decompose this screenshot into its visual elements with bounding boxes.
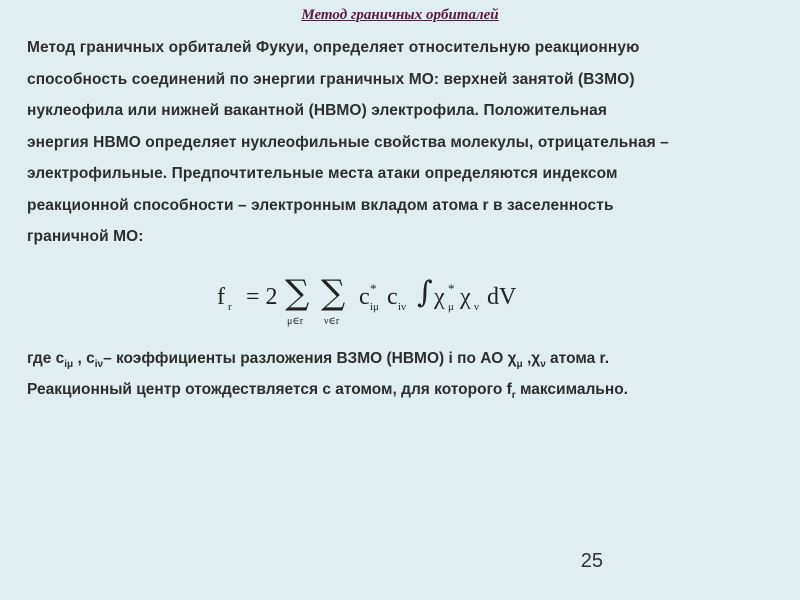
formula-chi1-subscript: μ [448,301,454,313]
page-number: 25 [580,550,603,572]
formula-chi1: χ [434,284,445,310]
text-segment: где c [27,350,65,367]
paragraph-line: способность соединений по энергии граничных МО: верхней занятой (ВЗМО) [27,70,635,88]
subscript: μ [516,359,523,370]
paragraph-line: граничной МО: [27,228,144,245]
text-segment: , c [73,350,95,367]
formula-equals-two: = 2 [246,284,278,310]
sum2-index: ν∈r [324,316,340,327]
paragraph-line: нуклеофила или нижней вакантной (НВМО) электрофила. Положительная [27,102,608,119]
text-segment: – коэффициенты разложения ВЗМО (НВМО) i по АО χ [103,350,517,367]
sum1-index: μ∈r [287,316,304,327]
formula-c1: c [359,284,370,310]
fukui-formula [217,275,547,335]
formula-chi2-subscript: ν [474,301,479,313]
formula-chi1-star: * [448,281,455,296]
integral-symbol: ∫ [417,275,433,310]
text-segment: атома r. [545,350,609,367]
formula-chi2: χ [460,284,471,310]
paragraph-line: электрофильные. Предпочтительные места атаки определяются индексом [27,165,618,182]
paragraph-line: Метод граничных орбиталей Фукуи, определяет относительную реакционную [27,39,640,56]
sum-symbol-2: ∑ [321,273,346,313]
slide-title: Метод граничных орбиталей [301,7,499,23]
paragraph-line: энергия НВМО определяет нуклеофильные свойства молекулы, отрицательная – [27,133,669,151]
subscript: iν [94,359,104,370]
subscript: iμ [64,359,74,370]
text-segment: максимально. [515,381,628,398]
formula-dv: dV [487,284,517,310]
subscript: r [511,390,516,401]
definition-line [27,343,787,374]
formula-c2-subscript: iν [398,301,407,313]
paragraph-line: реакционной способности – электронным вкладом атома r в заселенность [27,196,614,214]
formula-r-subscript: r [228,301,232,313]
formula-c1-star: * [370,281,377,296]
body-paragraph [27,32,777,253]
text-segment: Реакционный центр отождествляется с атомом, для которого f [27,381,512,398]
formula-c1-subscript: iμ [370,301,379,313]
formula-c2: c [387,284,398,310]
conclusion-line [27,374,787,405]
sum-symbol-1: ∑ [285,273,310,313]
text-segment: ,χ [522,350,541,367]
subscript: ν [540,359,546,370]
formula-f: f [217,284,225,310]
bottom-text [27,343,787,405]
